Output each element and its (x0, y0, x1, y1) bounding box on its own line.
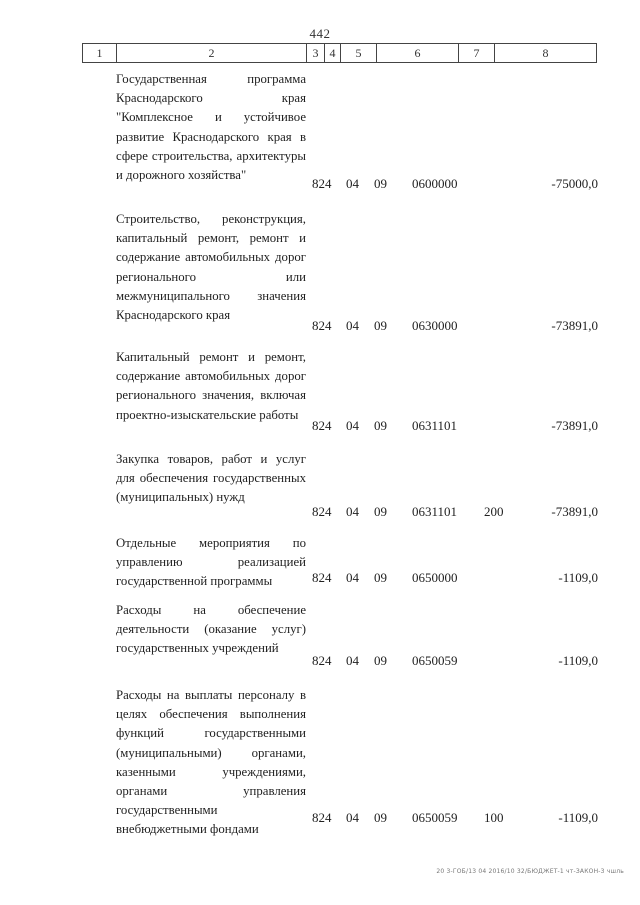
row-description: Закупка товаров, работ и услуг для обеспечения государственных (муниципальных) нужд (116, 452, 306, 505)
footer-file-reference: 20 3-ГОБ/13 04 2016/10 32/БЮДЖЕТ-1 чт-ЗАКОН-3 чшль (436, 868, 624, 875)
row-col6: 0650059 (412, 810, 458, 825)
row-col6: 0650000 (412, 570, 458, 585)
row-col8: -73891,0 (551, 418, 598, 433)
header-col-7: 7 (459, 44, 495, 62)
header-col-3: 3 (307, 44, 325, 62)
header-col-5: 5 (341, 44, 377, 62)
header-col-1: 1 (83, 44, 117, 62)
row-col4: 04 (346, 810, 359, 825)
row-col7: 100 (484, 810, 504, 825)
row-col7: 200 (484, 504, 504, 519)
row-col3: 824 (312, 318, 332, 333)
row-description: Государственная программа Краснодарского края "Комплексное и устойчивое развитие Краснодарского края в сфере строительства, архитектуры и дорожного хозяйства" (116, 72, 306, 183)
row-col8: -1109,0 (558, 570, 598, 585)
row-description: Строительство, реконструкция, капитальный ремонт, ремонт и содержание автомобильных дорог регионального или межмуниципального значения Краснодарского края (116, 212, 306, 323)
row-description: Расходы на выплаты персоналу в целях обеспечения выполнения функций государственными (муниципальными) органами, казенными учреждениями, органами управления государственными внебюджетными фондами (116, 688, 306, 837)
header-col-2: 2 (117, 44, 307, 62)
row-col8: -1109,0 (558, 810, 598, 825)
row-col4: 04 (346, 653, 359, 668)
row-col3: 824 (312, 653, 332, 668)
row-description: Расходы на обеспечение деятельности (оказание услуг) государственных учреждений (116, 603, 306, 656)
row-col4: 04 (346, 176, 359, 191)
row-col8: -1109,0 (558, 653, 598, 668)
row-col4: 04 (346, 570, 359, 585)
row-col6: 0631101 (412, 504, 458, 519)
row-col5: 09 (374, 176, 387, 191)
row-col8: -73891,0 (551, 318, 598, 333)
row-col6: 0650059 (412, 653, 458, 668)
row-col4: 04 (346, 318, 359, 333)
row-col3: 824 (312, 810, 332, 825)
table-header (82, 43, 597, 63)
row-col3: 824 (312, 176, 332, 191)
row-col5: 09 (374, 810, 387, 825)
row-description: Капитальный ремонт и ремонт, содержание автомобильных дорог регионального значения, включая проектно-изыскательские работы (116, 350, 306, 422)
header-col-8: 8 (495, 44, 597, 62)
row-col8: -75000,0 (551, 176, 598, 191)
row-col5: 09 (374, 653, 387, 668)
row-col6: 0630000 (412, 318, 458, 333)
row-col3: 824 (312, 570, 332, 585)
row-description: Отдельные мероприятия по управлению реализацией государственной программы (116, 536, 306, 589)
header-col-6: 6 (377, 44, 459, 62)
row-col8: -73891,0 (551, 504, 598, 519)
row-col6: 0631101 (412, 418, 458, 433)
row-col3: 824 (312, 504, 332, 519)
header-col-4: 4 (325, 44, 341, 62)
row-col4: 04 (346, 504, 359, 519)
row-col5: 09 (374, 504, 387, 519)
row-col5: 09 (374, 418, 387, 433)
page-number: 442 (309, 26, 331, 41)
row-col6: 0600000 (412, 176, 458, 191)
row-col3: 824 (312, 418, 332, 433)
row-col4: 04 (346, 418, 359, 433)
row-col5: 09 (374, 570, 387, 585)
row-col5: 09 (374, 318, 387, 333)
